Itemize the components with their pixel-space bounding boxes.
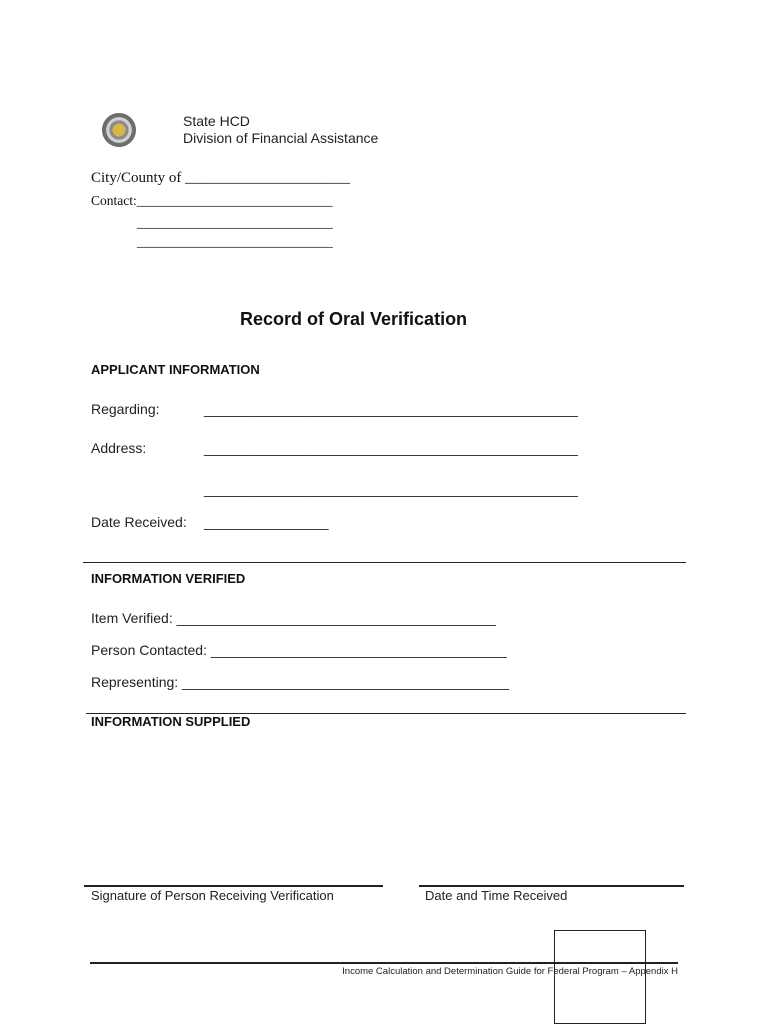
representing-field: Representing: __________________________________________ — [91, 674, 510, 690]
person-contacted-field: Person Contacted: ______________________________________ — [91, 642, 507, 658]
contact-line-3: _____________________________ — [137, 234, 333, 249]
regarding-line: ________________________________________________ — [204, 401, 578, 417]
supplied-section-heading: INFORMATION SUPPLIED — [91, 714, 251, 729]
contact-field: Contact:_____________________________ — [91, 193, 333, 208]
date-time-line — [419, 885, 684, 887]
verified-section-heading: INFORMATION VERIFIED — [91, 571, 246, 586]
footer-rule — [90, 962, 678, 964]
state-seal-logo — [102, 113, 136, 147]
division-name: Division of Financial Assistance — [183, 130, 379, 146]
signature-label: Signature of Person Receiving Verification — [91, 888, 334, 903]
page-title: Record of Oral Verification — [240, 309, 468, 329]
address-line-1: ________________________________________________ — [204, 440, 578, 456]
regarding-label: Regarding: — [91, 401, 160, 417]
contact-line-2: _____________________________ — [137, 215, 333, 230]
stamp-box — [554, 930, 646, 1024]
date-time-label: Date and Time Received — [425, 888, 568, 903]
section-divider — [83, 562, 686, 563]
address-label: Address: — [91, 440, 147, 456]
agency-name: State HCD — [183, 113, 250, 129]
address-line-2: ________________________________________________ — [204, 481, 578, 497]
applicant-section-heading: APPLICANT INFORMATION — [91, 362, 260, 377]
footer-text: Income Calculation and Determination Guide for Federal Program – Appendix H — [342, 966, 678, 977]
signature-line — [84, 885, 383, 887]
item-verified-field: Item Verified: _________________________________________ — [91, 610, 496, 626]
city-county-field: City/County of ______________________ — [91, 170, 351, 186]
date-received-label: Date Received: — [91, 514, 187, 530]
date-received-line: ________________ — [204, 514, 329, 530]
